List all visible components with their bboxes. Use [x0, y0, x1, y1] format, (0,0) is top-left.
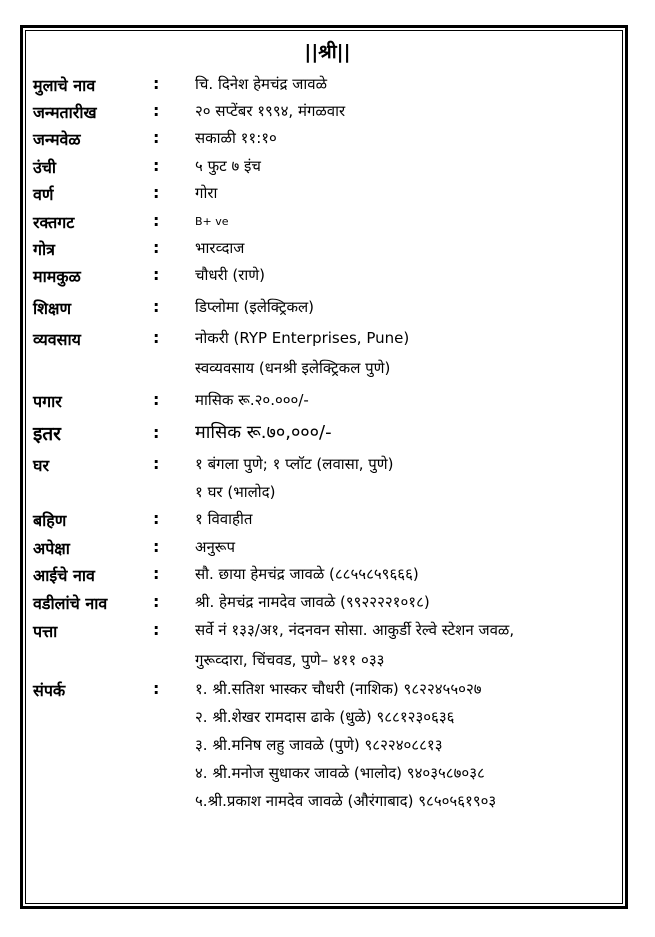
field-colon: :	[153, 297, 160, 316]
field-label: रक्तगट	[33, 213, 75, 232]
field-value: गोरा	[195, 184, 218, 202]
field-value: चौधरी (राणे)	[195, 266, 265, 284]
field-label: जन्मवेळ	[33, 130, 81, 149]
field-colon: :	[153, 156, 160, 175]
contact-item: २. श्री.शेखर रामदास ढाके (धुळे) ९८८१२३०६३६	[195, 708, 455, 726]
field-label: व्यवसाय	[33, 330, 81, 349]
contact-item: ५.श्री.प्रकाश नामदेव जावळे (औरंगाबाद) ९८५०५६१९०३	[195, 792, 497, 810]
field-colon: :	[153, 265, 160, 284]
field-value-line2: स्वव्यवसाय (धनश्री इलेक्ट्रिकल पुणे)	[195, 359, 391, 377]
field-label: बहिण	[33, 511, 67, 530]
field-colon: :	[153, 74, 160, 93]
field-value: ५ फुट ७ इंच	[195, 157, 261, 175]
field-colon: :	[153, 238, 160, 257]
field-label: उंची	[33, 158, 57, 177]
field-colon: :	[153, 679, 160, 698]
page-title: ||श्री||	[304, 41, 351, 63]
contact-item: ४. श्री.मनोज सुधाकर जावळे (भालोद) ९४०३५८७०३८	[195, 764, 485, 782]
field-value: B+ ve	[195, 215, 229, 228]
field-label: इतर	[33, 423, 61, 445]
field-label: पत्ता	[33, 622, 58, 641]
field-value: २० सप्टेंबर १९९४, मंगळवार	[195, 102, 346, 120]
field-value: डिप्लोमा (इलेक्ट्रिकल)	[195, 298, 315, 316]
field-colon: :	[153, 390, 160, 409]
field-colon: :	[153, 101, 160, 120]
field-value: सर्वे नं १३३/अ१, नंदनवन सोसा. आकुर्डी रेल्वे स्टेशन जवळ,	[195, 621, 515, 639]
field-label: वडीलांचे नाव	[33, 594, 108, 613]
field-value-line2: १ घर (भालोद)	[195, 483, 276, 501]
field-label: संपर्क	[33, 681, 66, 700]
field-label: घर	[33, 456, 50, 475]
contact-item: ३. श्री.मनिष लहु जावळे (पुणे) ९८२२४०८८१३	[195, 736, 443, 754]
field-value: श्री. हेमचंद्र नामदेव जावळे (९९२२२२१०१८)	[195, 593, 430, 611]
field-label: मुलाचे नाव	[33, 76, 96, 95]
field-value: मासिक रू.७०,०००/-	[195, 422, 332, 443]
field-value-line2: गुरूव्दारा, चिंचवड, पुणे– ४११ ०३३	[195, 651, 385, 669]
contact-item: १. श्री.सतिश भास्कर चौधरी (नाशिक) ९८२२४५५०२७	[195, 680, 482, 698]
field-value: मासिक रू.२०.०००/-	[195, 391, 309, 409]
field-colon: :	[153, 564, 160, 583]
field-colon: :	[153, 423, 160, 442]
field-label: अपेक्षा	[33, 539, 70, 558]
field-label: आईचे नाव	[33, 566, 95, 585]
field-colon: :	[153, 454, 160, 473]
field-colon: :	[153, 211, 160, 230]
field-value: अनुरूप	[195, 538, 235, 556]
field-label: गोत्र	[33, 240, 55, 259]
field-value: १ बंगला पुणे; १ प्लॉट (लवासा, पुणे)	[195, 455, 394, 473]
field-value: १ विवाहीत	[195, 510, 253, 528]
field-label: मामकुळ	[33, 267, 81, 286]
field-label: शिक्षण	[33, 299, 72, 318]
field-label: वर्ण	[33, 185, 54, 204]
field-colon: :	[153, 620, 160, 639]
field-value: सौ. छाया हेमचंद्र जावळे (८८५५८५९६६६)	[195, 565, 419, 583]
field-value: सकाळी ११:१०	[195, 129, 277, 147]
field-colon: :	[153, 509, 160, 528]
field-value: भारव्दाज	[195, 239, 245, 257]
field-colon: :	[153, 183, 160, 202]
field-label: जन्मतारीख	[33, 103, 97, 122]
field-value: चि. दिनेश हेमचंद्र जावळे	[195, 75, 328, 93]
field-colon: :	[153, 128, 160, 147]
field-colon: :	[153, 328, 160, 347]
field-label: पगार	[33, 392, 62, 411]
field-colon: :	[153, 592, 160, 611]
field-colon: :	[153, 537, 160, 556]
field-value: नोकरी (RYP Enterprises, Pune)	[195, 329, 410, 347]
